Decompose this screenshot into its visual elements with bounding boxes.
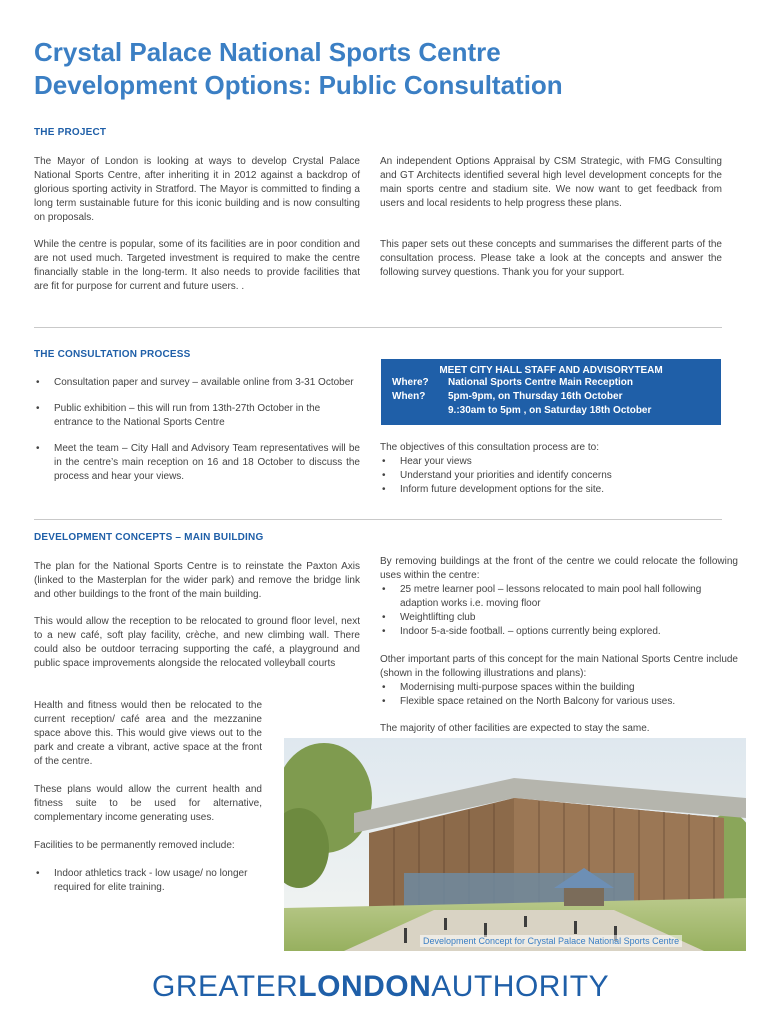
- concepts-paragraph-4: These plans would allow the current health and fitness suite to be used for alternative, complementary income generating uses.: [34, 784, 262, 823]
- when-label: When?: [392, 391, 426, 402]
- gla-logo: [152, 970, 612, 1004]
- logo-greater: GREATER: [152, 970, 299, 1003]
- page-title: [34, 36, 734, 102]
- concepts-right-intro: By removing buildings at the front of the centre we could relocate the following uses within the centre:: [380, 556, 738, 581]
- when-value-2: 9.:30am to 5pm , on Saturday 18th October: [448, 405, 652, 416]
- concepts-paragraph-2: This would allow the reception to be relocated to ground floor level, next to a new café, soft play facility, crèche, and new climbing wall. There could also be outdoor terracing supporting the café, a playground and public space improvements alongside the relocated volleyball courts: [34, 616, 360, 669]
- section-heading-concepts: DEVELOPMENT CONCEPTS – MAIN BUILDING: [34, 532, 264, 543]
- image-caption: Development Concept for Crystal Palace National Sports Centre: [420, 935, 682, 947]
- section-heading-consultation: THE CONSULTATION PROCESS: [34, 349, 191, 360]
- section-divider: [34, 327, 722, 328]
- list-item: • Flexible space retained on the North Balcony for various uses.: [380, 695, 738, 709]
- list-item: • Indoor 5-a-side football. – options currently being explored.: [380, 625, 738, 639]
- building-illustration: [284, 738, 746, 951]
- title-line-1: Crystal Palace National Sports Centre: [34, 37, 501, 67]
- meet-title: MEET CITY HALL STAFF AND ADVISORYTEAM: [439, 365, 663, 376]
- concepts-paragraph-5: Facilities to be permanently removed include:: [34, 840, 235, 851]
- removed-list: [34, 867, 262, 895]
- concepts-other-intro: Other important parts of this concept for the main National Sports Centre include (shown in the following illustrations and plans):: [380, 654, 738, 679]
- list-item: • Inform future development options for the site.: [380, 483, 722, 497]
- list-item: • Understand your priorities and identify concerns: [380, 469, 722, 483]
- concepts-majority: The majority of other facilities are expected to stay the same.: [380, 723, 650, 734]
- objectives-intro: The objectives of this consultation process are to:: [380, 442, 600, 453]
- where-label: Where?: [392, 377, 429, 388]
- development-concept-image: [284, 738, 746, 951]
- meet-where-row: [392, 376, 721, 390]
- list-item: • Consultation paper and survey – available online from 3-31 October: [34, 376, 360, 390]
- list-item: • Public exhibition – this will run from 13th-27th October in the entrance to the National Sports Centre: [34, 402, 360, 430]
- logo-authority: AUTHORITY: [431, 970, 610, 1003]
- list-item: • Meet the team – City Hall and Advisory Team representatives will be in the centre’s main reception on 16 and 18 October to discuss the process and hear your views.: [34, 442, 360, 484]
- concepts-paragraph-1: The plan for the National Sports Centre is to reinstate the Paxton Axis (linked to the Masterplan for the wider park) and remove the bridge link and other buildings to the front of the main building.: [34, 561, 360, 600]
- project-paragraph-4: This paper sets out these concepts and summarises the different parts of the consultation process. Please take a look at the concepts and answer the following survey questions. Thank you for your support.: [380, 239, 722, 278]
- meet-the-team-box: [381, 359, 721, 425]
- meet-when-row-2: [392, 404, 721, 418]
- section-divider: [34, 519, 722, 520]
- list-item: • 25 metre learner pool – lessons relocated to main pool hall following adaption works i.e. moving floor: [380, 583, 738, 611]
- when-value-1: 5pm-9pm, on Thursday 16th October: [448, 391, 623, 402]
- consultation-list: [34, 376, 360, 484]
- concepts-paragraph-3: Health and fitness would then be relocated to the current reception/ café area and the mezzanine space above this. This would give views out to the park and create a vibrant, active space at the front of the centre.: [34, 700, 262, 767]
- section-heading-project: THE PROJECT: [34, 127, 107, 138]
- relocate-list: [380, 583, 738, 639]
- logo-london: LONDON: [298, 970, 432, 1003]
- meet-when-row: [392, 390, 721, 404]
- title-line-2: Development Options: Public Consultation: [34, 70, 563, 100]
- where-value: National Sports Centre Main Reception: [448, 377, 634, 388]
- project-paragraph-2: While the centre is popular, some of its facilities are in poor condition and are not used much. Targeted investment is required to make the centre financially stable in the long-term. It also needs to provide facilities that are fit for purpose for current and future users. .: [34, 239, 360, 292]
- project-paragraph-1: The Mayor of London is looking at ways to develop Crystal Palace National Sports Centre, after inheriting it in 2012 against a backdrop of glorious sporting activity in Stratford. The Mayor is committed to finding a long term sustainable future for this iconic building and is now consulting on proposals.: [34, 156, 360, 223]
- list-item: • Weightlifting club: [380, 611, 738, 625]
- list-item: • Indoor athletics track - low usage/ no longer required for elite training.: [34, 867, 262, 895]
- objectives-list: [380, 455, 722, 497]
- list-item: • Modernising multi-purpose spaces within the building: [380, 681, 738, 695]
- list-item: • Hear your views: [380, 455, 722, 469]
- project-paragraph-3: An independent Options Appraisal by CSM Strategic, with FMG Consulting and GT Architects identified several high level development concepts for the main sports centre and stadium site. We now want to get feedback from users and local residents to help progress these plans.: [380, 156, 722, 209]
- other-list: [380, 681, 738, 709]
